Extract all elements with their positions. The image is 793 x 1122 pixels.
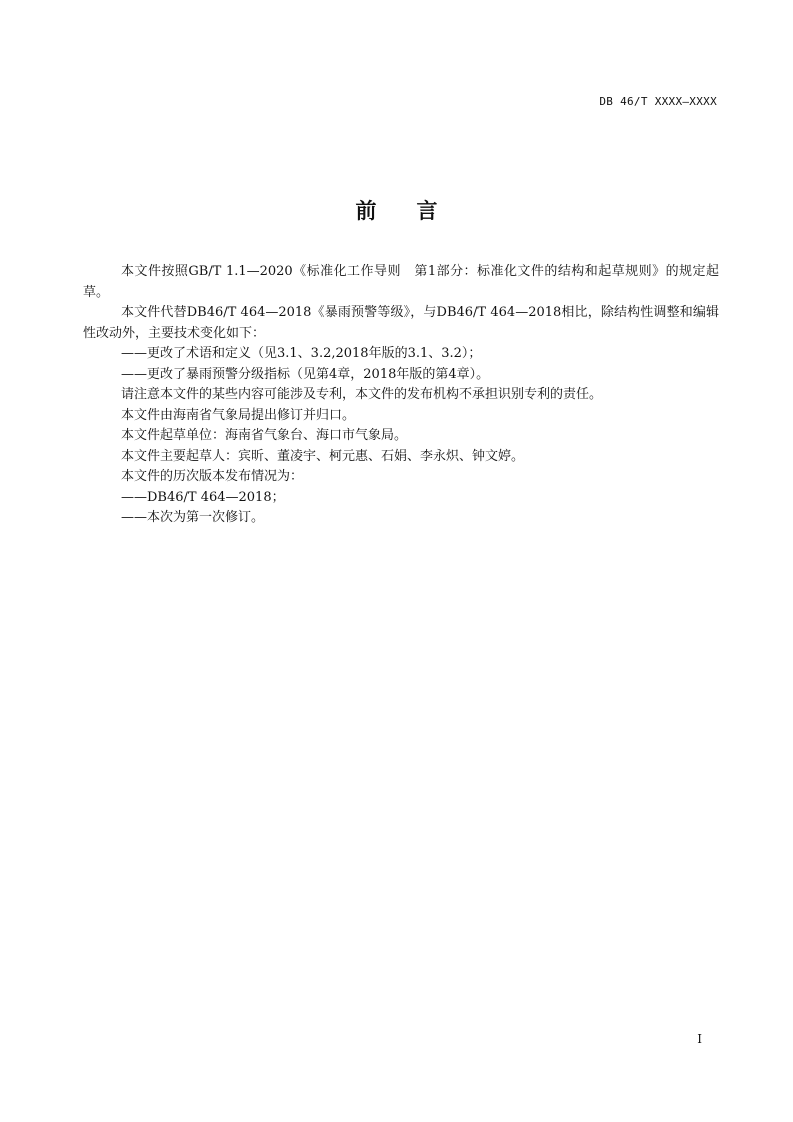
paragraph-drafting-units: 本文件起草单位：海南省气象台、海口市气象局。 bbox=[121, 428, 408, 443]
paragraph-patent-notice: 请注意本文件的某些内容可能涉及专利，本文件的发布机构不承担识别专利的责任。 bbox=[121, 387, 603, 402]
list-item-change-terms: ——更改了术语和定义（见3.1、3.2,2018年版的3.1、3.2）； bbox=[121, 346, 482, 361]
title-char-2: 言 bbox=[416, 199, 438, 223]
page-number: I bbox=[697, 1032, 702, 1046]
page-title bbox=[0, 195, 793, 225]
paragraph-drafting-basis: 本文件按照GB/T 1.1—2020《标准化工作导则 第1部分：标准化文件的结构和起草规则》的规定起草。 bbox=[83, 264, 719, 300]
list-item-change-indicators: ——更改了暴雨预警分级指标（见第4章，2018年版的第4章）。 bbox=[121, 366, 490, 382]
paragraph-version-history: 本文件的历次版本发布情况为： bbox=[121, 469, 304, 484]
foreword-body bbox=[83, 262, 719, 529]
paragraph-proposer: 本文件由海南省气象局提出修订并归口。 bbox=[121, 407, 356, 423]
title-char-1: 前 bbox=[355, 199, 377, 223]
paragraph-drafters: 本文件主要起草人：宾昕、董凌宇、柯元惠、石娟、李永炽、钟文婷。 bbox=[121, 448, 525, 464]
list-item-previous-version: ——DB46/T 464—2018； bbox=[121, 489, 285, 505]
paragraph-replacement-note: 本文件代替DB46/T 464—2018《暴雨预警等级》，与DB46/T 464—2018相比，除结构性调整和编辑性改动外，主要技术变化如下： bbox=[83, 305, 719, 341]
document-code: DB 46/T XXXX—XXXX bbox=[599, 95, 717, 108]
list-item-current-revision: ——本次为第一次修订。 bbox=[121, 510, 265, 525]
